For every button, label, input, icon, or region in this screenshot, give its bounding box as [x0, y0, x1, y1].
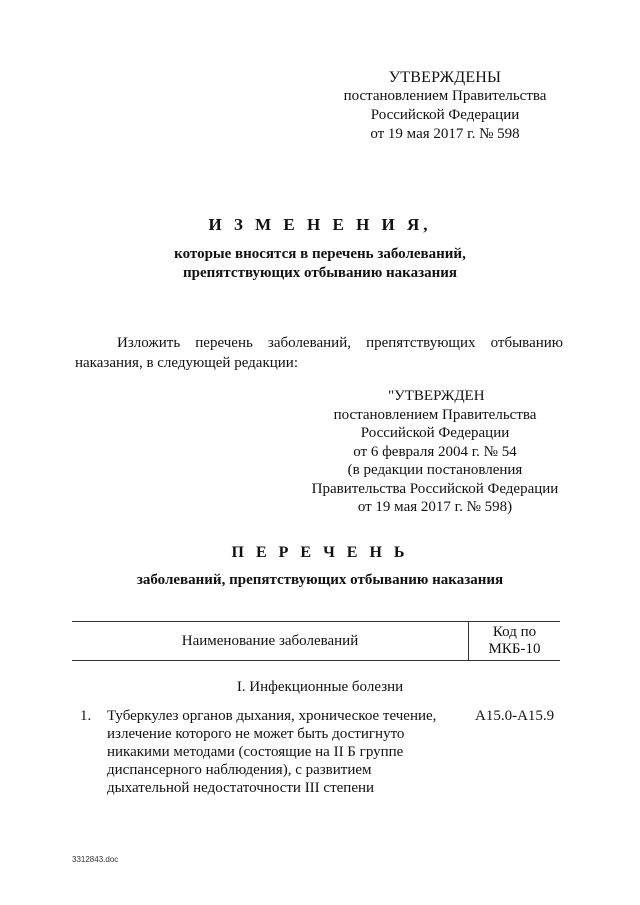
document-id: 3312843.doc — [72, 855, 119, 864]
column-header-name: Наименование заболеваний — [72, 622, 469, 660]
column-header-code — [469, 624, 560, 658]
approved-line: Правительства Российской Федерации — [311, 480, 559, 497]
list-item-number: 1. — [80, 708, 92, 724]
approval-line: от 19 мая 2017 г. № 598 — [370, 126, 520, 142]
instruction-paragraph: Изложить перечень заболеваний, препятствующих отбыванию наказания, в следующей редакции: — [75, 335, 563, 371]
approval-line: постановлением Правительства — [343, 88, 547, 104]
table-header — [72, 621, 560, 661]
approved-line: Российской Федерации — [360, 425, 510, 441]
column-header-code-line: Код по — [492, 624, 537, 640]
approved-line: от 6 февраля 2004 г. № 54 — [353, 443, 517, 460]
section-title: I. Инфекционные болезни — [236, 679, 404, 695]
approval-line: Российской Федерации — [370, 107, 520, 123]
list-item-text — [107, 707, 447, 797]
list-item-text-line: никакими методами (состоящие на II Б группе — [107, 744, 404, 760]
changes-title: И З М Е Н Е Н И Я, — [208, 215, 432, 234]
changes-subtitle — [0, 245, 640, 283]
changes-subtitle-line: препятствующих отбыванию наказания — [182, 265, 458, 281]
approved-title: "УТВЕРЖДЕН — [388, 388, 485, 404]
column-header-code-line: МКБ-10 — [488, 641, 541, 657]
list-item-text-line: дыхательной недостаточности III степени — [107, 780, 375, 796]
list-subtitle: заболеваний, препятствующих отбыванию наказания — [136, 572, 504, 588]
list-item-text-line: Туберкулез органов дыхания, хроническое течение, — [107, 708, 437, 724]
approval-stamp — [330, 68, 560, 144]
list-item-text-line: диспансерного наблюдения), с развитием — [107, 762, 372, 778]
list-item-code: A15.0-A15.9 — [475, 708, 555, 724]
approved-stamp — [305, 387, 565, 517]
list-title: П Е Р Е Ч Е Н Ь — [231, 544, 409, 561]
approved-line: от 19 мая 2017 г. № 598) — [357, 499, 513, 515]
approval-title: УТВЕРЖДЕНЫ — [388, 69, 502, 86]
approved-line: (в редакции постановления — [347, 462, 523, 478]
list-item-text-line: излечение которого не может быть достигнуто — [107, 726, 405, 742]
approved-line: постановлением Правительства — [333, 406, 537, 423]
changes-subtitle-line: которые вносятся в перечень заболеваний, — [174, 246, 466, 262]
